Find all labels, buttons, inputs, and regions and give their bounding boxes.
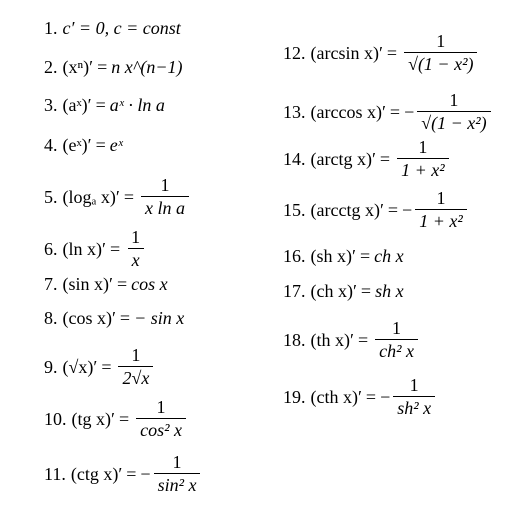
equals-sign: =	[116, 274, 128, 294]
formula-15	[283, 189, 470, 230]
equals-sign: =	[97, 57, 108, 77]
equals-sign: =	[389, 101, 401, 122]
formula-number: 16.	[283, 246, 306, 266]
formula-lhs: (arcsin x)′	[310, 42, 383, 63]
minus-sign: −	[404, 101, 415, 122]
formula-5	[44, 176, 192, 217]
fraction	[127, 228, 144, 269]
formula-number: 19.	[283, 386, 306, 407]
fraction	[393, 376, 435, 417]
fraction	[141, 176, 189, 217]
equals-sign: =	[379, 148, 391, 169]
fraction-denominator: x	[128, 248, 144, 269]
minus-sign: −	[380, 386, 391, 407]
formula-number: 3.	[44, 95, 58, 115]
formula-10	[44, 398, 189, 439]
fraction-numerator: 1	[392, 318, 402, 338]
formula-number: 13.	[283, 101, 306, 122]
fraction-denominator: 1 + x²	[415, 209, 467, 230]
formula-number: 7.	[44, 274, 58, 294]
formula-rhs: n x^(n−1)	[111, 57, 183, 77]
formula-lhs: (xⁿ)′	[62, 57, 94, 77]
minus-sign: −	[402, 199, 413, 220]
fraction-numerator: 1	[436, 31, 446, 51]
formula-3	[44, 96, 165, 114]
equals-sign: =	[360, 281, 372, 301]
fraction-denominator: x ln a	[141, 196, 189, 217]
fraction	[415, 189, 467, 230]
equals-sign: =	[95, 95, 106, 115]
formula-number: 14.	[283, 148, 306, 169]
equals-sign: =	[359, 246, 371, 266]
fraction	[375, 319, 418, 360]
formula-12	[283, 32, 480, 73]
fraction-denominator: sin² x	[154, 473, 201, 494]
formula-16	[283, 247, 404, 265]
fraction-denominator: √(1 − x²)	[417, 111, 490, 132]
formula-number: 12.	[283, 42, 306, 63]
fraction-numerator: 1	[156, 397, 166, 417]
formula-9	[44, 346, 156, 387]
formula-lhs: (arccos x)′	[310, 101, 386, 122]
formula-4	[44, 136, 123, 154]
fraction-denominator: ch² x	[375, 339, 418, 360]
fraction	[136, 398, 186, 439]
equals-sign: =	[123, 186, 135, 207]
formula-lhs: (aˣ)′	[62, 95, 92, 115]
fraction	[397, 138, 449, 179]
formula-13	[283, 91, 494, 132]
formula-number: 1.	[44, 18, 58, 38]
formula-lhs: (sin x)′	[62, 274, 113, 294]
fraction-numerator: 1	[418, 137, 428, 157]
formula-number: 15.	[283, 199, 306, 220]
fraction	[154, 453, 201, 494]
formula-2	[44, 58, 182, 76]
formula-lhs: (cos x)′	[62, 308, 116, 328]
formula-lhs: (eˣ)′	[62, 135, 92, 155]
formula-6	[44, 228, 147, 269]
fraction-numerator: 1	[160, 175, 170, 195]
formula-11	[44, 453, 203, 494]
formula-number: 8.	[44, 308, 58, 328]
equals-sign: =	[365, 386, 377, 407]
equals-sign: =	[109, 238, 121, 259]
fraction-numerator: 1	[172, 452, 182, 472]
equals-sign: =	[118, 408, 130, 429]
equals-sign: =	[95, 135, 106, 155]
equals-sign: =	[126, 463, 137, 484]
equals-sign: =	[387, 199, 399, 220]
fraction-numerator: 1	[436, 188, 446, 208]
formula-lhs: (cth x)′	[310, 386, 362, 407]
formula-lhs: (arcctg x)′	[310, 199, 384, 220]
fraction-denominator: sh² x	[393, 396, 435, 417]
formula-number: 5.	[44, 186, 58, 207]
formula-lhs: (√x)′	[62, 356, 98, 377]
formula-number: 18.	[283, 329, 306, 350]
formula-8	[44, 309, 184, 327]
formula-lhs: (logₐ x)′	[62, 186, 120, 207]
formula-lhs: (ctg x)′	[70, 463, 123, 484]
fraction-denominator: 2√x	[118, 366, 153, 387]
equals-sign: =	[386, 42, 398, 63]
fraction-numerator: 1	[409, 375, 419, 395]
fraction-numerator: 1	[131, 227, 141, 247]
formula-rhs: sh x	[375, 281, 404, 301]
fraction-denominator: cos² x	[136, 418, 186, 439]
formula-lhs: (th x)′	[310, 329, 354, 350]
fraction-numerator: 1	[131, 345, 141, 365]
formula-rhs: eˣ	[109, 135, 123, 155]
fraction	[404, 32, 477, 73]
formula-17	[283, 282, 404, 300]
formula-number: 11.	[44, 463, 66, 484]
formula-rhs: cos x	[131, 274, 168, 294]
formula-number: 9.	[44, 356, 58, 377]
formula-rhs: − sin x	[134, 308, 185, 328]
formula-rhs: aˣ · ln a	[109, 95, 165, 115]
formula-19	[283, 376, 438, 417]
formula-lhs: (tg x)′	[71, 408, 115, 429]
formula-lhs: (ln x)′	[62, 238, 106, 259]
formula-lhs: (arctg x)′	[310, 148, 376, 169]
fraction	[118, 346, 153, 387]
fraction	[417, 91, 490, 132]
formula-18	[283, 319, 421, 360]
formula-number: 17.	[283, 281, 306, 301]
formula-lhs: (sh x)′	[310, 246, 356, 266]
formula-1	[44, 19, 181, 37]
fraction-denominator: 1 + x²	[397, 158, 449, 179]
formula-number: 6.	[44, 238, 58, 259]
formula-number: 10.	[44, 408, 67, 429]
formula-rhs: ch x	[374, 246, 404, 266]
fraction-denominator: √(1 − x²)	[404, 52, 477, 73]
fraction-numerator: 1	[449, 90, 459, 110]
minus-sign: −	[140, 463, 151, 484]
formula-number: 4.	[44, 135, 58, 155]
formula-lhs: (ch x)′	[310, 281, 357, 301]
formula-text: c′ = 0, c = const	[62, 18, 181, 38]
equals-sign: =	[101, 356, 112, 377]
formula-number: 2.	[44, 57, 58, 77]
equals-sign: =	[357, 329, 369, 350]
formula-7	[44, 275, 168, 293]
formula-14	[283, 138, 452, 179]
equals-sign: =	[119, 308, 131, 328]
